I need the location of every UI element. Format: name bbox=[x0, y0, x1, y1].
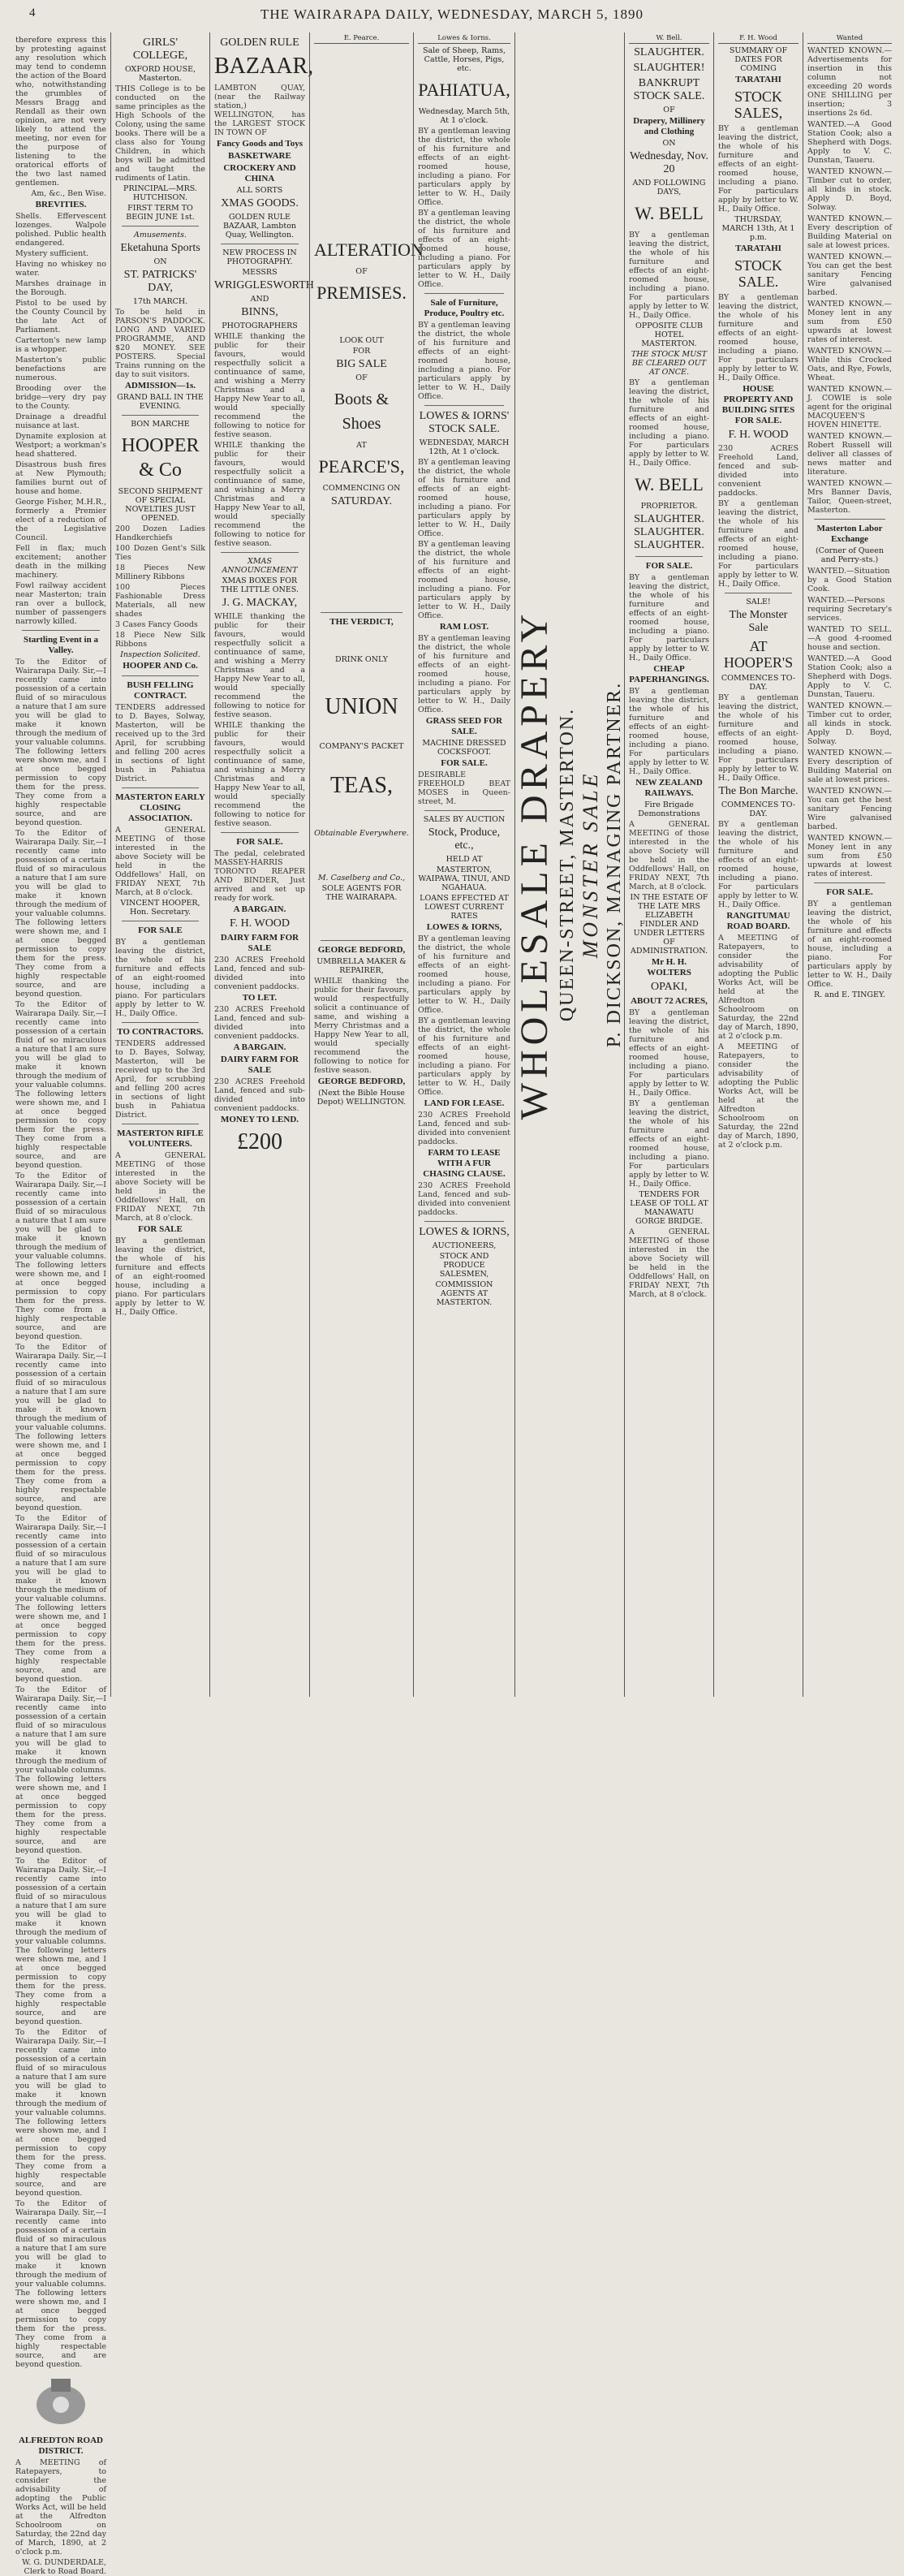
taratahi2: TARATAHI bbox=[735, 244, 781, 253]
monster-sale: MONSTER SALE bbox=[579, 770, 602, 959]
photo-title: NEW PROCESS IN PHOTOGRAPHY. bbox=[222, 248, 297, 266]
wholesale-ad bbox=[514, 610, 626, 1120]
messrs: MESSRS bbox=[242, 268, 278, 277]
road-text: A MEETING of Ratepayers, to consider the advisability of adopting the Public Works Act, will be held at the Alfredton Schoolroom on Saturday, the 22nd day of March, 1890, at 2 o'clock p.m. bbox=[718, 1042, 799, 1150]
photo-text: WHILE thanking the public for their favours, would respectfully solicit a continuance of same, and wishing a Merry Christmas and a Happy New Year to all, would specially recommend the following to notice for festive season. bbox=[214, 332, 305, 439]
slaughter: SLAUGHTER! bbox=[633, 62, 705, 74]
sports-text: To be held in PARSON'S PADDOCK. LONG AND VARIED PROGRAMME, AND $20 MONEY. SEE POSTERS. Special Trains running on the day to suit visitors. bbox=[115, 308, 205, 379]
pahiatua-date: Wednesday, March 5th, At 1 o'clock. bbox=[418, 107, 510, 125]
monster-text: BY a gentleman leaving the district, the whole of his furniture and effects of an eight-roomed house, including a piano. For particulars apply by letter to W. H., Daily Office. bbox=[718, 693, 799, 783]
tenders: TENDERS FOR LEASE OF TOLL AT MANAWATU GORGE BRIDGE. bbox=[630, 1190, 708, 1226]
sales-by: SALES BY AUCTION bbox=[423, 815, 506, 824]
auctioneers: LOWES & IORNS, bbox=[419, 1226, 510, 1238]
fh-wood: F. H. WOOD bbox=[229, 917, 291, 930]
for-sale-text: BY a gentleman leaving the district, the whole of his furniture and effects of an eight-roomed house, including a piano. For particulars apply by letter to W. H., Daily Office. bbox=[807, 900, 892, 989]
brevity-item: Disastrous bush fires at New Plymouth; families burnt out of house and home. bbox=[15, 460, 106, 496]
mackay-text: WHILE thanking the public for their favours, would respectfully solicit a continuance of same, and wishing a Merry Christmas and a Happy New Year to all, would specially recommend the following to notice for festive season. bbox=[214, 612, 305, 719]
railways-text: A GENERAL MEETING of those interested in the above Society will be held in the Oddfellows' Hall, on FRIDAY NEXT, 7th March, at 8 o'clock. bbox=[629, 820, 709, 891]
look-out: LOOK OUT bbox=[339, 336, 384, 345]
wanted-item: WANTED KNOWN.—Every description of Building Material on sale at lowest prices. bbox=[807, 749, 892, 784]
railways: NEW ZEALAND RAILWAYS. bbox=[635, 778, 703, 798]
thursday: THURSDAY, MARCH 13th, At 1 p.m. bbox=[721, 215, 795, 242]
sale-label: SALE! bbox=[746, 598, 771, 606]
at: AT bbox=[356, 441, 367, 450]
alteration: ALTERATION bbox=[314, 239, 424, 260]
date: Wednesday, Nov. 20 bbox=[630, 150, 708, 175]
bazaar-sign: GOLDEN RULE BAZAAR, Lambton Quay, Wellington. bbox=[222, 213, 297, 239]
dickson: P. DICKSON, MANAGING PARTNER. bbox=[604, 681, 625, 1048]
divider bbox=[122, 1022, 199, 1023]
divider bbox=[22, 630, 100, 631]
stock-text: BY a gentleman leaving the district, the whole of his furniture and effects of an eight-roomed house, including a piano. For particulars apply by letter to W. H., Daily Office. bbox=[418, 540, 510, 620]
mackay-sub: XMAS BOXES FOR THE LITTLE ONES. bbox=[221, 576, 299, 594]
sole-agents: SOLE AGENTS FOR THE WAIRARAPA. bbox=[321, 884, 402, 902]
land-lease: LAND FOR LEASE. bbox=[424, 1098, 505, 1108]
sports-title: Eketahuna Sports bbox=[120, 242, 200, 254]
column-header: Wanted bbox=[807, 34, 892, 44]
for-sale-heading: FOR SALE. bbox=[236, 837, 283, 847]
basketware: BASKETWARE bbox=[228, 151, 291, 161]
auc-sub: AUCTIONEERS, bbox=[432, 1241, 497, 1250]
columns bbox=[11, 32, 896, 2576]
for-sale-text: BY a gentleman leaving the district, the whole of his furniture and effects of an eight-roomed house, including a piano. For particulars apply by letter to W. H., Daily Office. bbox=[629, 573, 709, 662]
divider bbox=[814, 519, 885, 520]
for: FOR bbox=[352, 347, 371, 356]
labour-exchange: Masterton Labor Exchange bbox=[816, 524, 883, 544]
drapery: Drapery, Millinery and Clothing bbox=[633, 116, 705, 136]
to-let: TO LET. bbox=[242, 993, 278, 1003]
brevities-heading: BREVITIES. bbox=[35, 200, 87, 209]
photo-text: WHILE thanking the public for their favours, would respectfully solicit a continuance of same, and wishing a Merry Christmas and a Happy New Year to all, would specially recommend the following to notice for festive season. bbox=[214, 441, 305, 548]
pearces: PEARCE'S, bbox=[318, 456, 405, 477]
wrigglesworth: WRIGGLESWORTH bbox=[214, 279, 314, 291]
house: HOUSE PROPERTY AND BUILDING SITES FOR SALE. bbox=[721, 384, 795, 425]
letter-body: To the Editor of Wairarapa Daily. Sir,—I recently came into possession of a certain fluid of so miraculous a nature that I am sure you will be glad to make it known through the medium of your valuable columns. The following letters were shown me, and I at once begged permission to copy them for the press. They come from a highly respectable source, and are beyond question. bbox=[15, 2199, 106, 2369]
column-8 bbox=[713, 32, 803, 1697]
summary: SUMMARY OF DATES FOR COMING bbox=[729, 46, 788, 73]
column-6 bbox=[514, 32, 624, 1697]
bargain-heading: A BARGAIN. bbox=[233, 904, 286, 914]
premises: PREMISES. bbox=[316, 283, 407, 303]
crest-illustration bbox=[28, 2374, 93, 2431]
money-heading: MONEY TO LEND. bbox=[220, 1115, 299, 1124]
wanted-item: WANTED KNOWN.—J. COWIE is sole agent for the original MACQUEEN'S HOVEN HINETTE. bbox=[807, 385, 892, 429]
farm-text: 230 ACRES Freehold Land, fenced and sub-divided into convenient paddocks. bbox=[418, 1181, 510, 1217]
closing-sign: VINCENT HOOPER, Hon. Secretary. bbox=[120, 899, 200, 917]
sale-text: BY a gentleman leaving the district, the whole of his furniture and effects of an eight-roomed house, including a piano. For particulars apply by letter to W. H., Daily Office. bbox=[418, 209, 510, 289]
brevity-item: George Fisher, M.H.R., formerly a Premier elect of a reduction of the Legislative Council. bbox=[15, 498, 106, 542]
college-text: THIS College is to be conducted on the same principles as the High Schools of the Colony, using the same books. There will be a class also for Young Children, in which boys will be admitted and taught the rudiments of Latin. bbox=[115, 84, 206, 183]
li-text: BY a gentleman leaving the district, the whole of his furniture and effects of an eight-roomed house, including a piano. For particulars apply by letter to W. H., Daily Office. bbox=[418, 934, 510, 1015]
divider bbox=[321, 940, 402, 941]
divider bbox=[122, 415, 199, 416]
bell-text: BY a gentleman leaving the district, the whole of his furniture and effects of an eight-roomed house, including a piano. For particulars apply by letter to W. H., Daily Office. bbox=[629, 231, 709, 320]
sports-date: 17th MARCH. bbox=[132, 297, 188, 306]
letter-body: To the Editor of Wairarapa Daily. Sir,—I recently came into possession of a certain fluid of so miraculous a nature that I am sure you will be glad to make it known through the medium of your valuable columns. The following letters were shown me, and I at once begged permission to copy them for the press. They come from a highly respectable source, and are beyond question. bbox=[15, 658, 106, 827]
boots-shoes: Boots & Shoes bbox=[334, 390, 390, 433]
divider bbox=[122, 226, 199, 227]
dairy-text: 230 ACRES Freehold Land, fenced and sub-divided into convenient paddocks. bbox=[214, 1077, 305, 1113]
column-header: W. Bell. bbox=[629, 34, 709, 44]
saturday: SATURDAY. bbox=[330, 495, 393, 507]
column-5 bbox=[413, 32, 514, 1697]
bush-text: TENDERS addressed to D. Bayes, Solway, Masterton, will be received up to the 3rd April, for scrubbing and felling 200 acres in sections of light bush in Pahiatua District. bbox=[115, 703, 205, 783]
column-header: F. H. Wood bbox=[718, 34, 799, 44]
newspaper-title: THE WAIRARAPA DAILY, WEDNESDAY, MARCH 5, 1890 bbox=[260, 6, 644, 22]
ram-lost: RAM LOST. bbox=[439, 622, 489, 632]
obtainable: Obtainable Everywhere. bbox=[314, 829, 409, 838]
inspection: Inspection Solicited. bbox=[120, 650, 200, 659]
wanted-item: WANTED KNOWN.—Every description of Building Material on sale at lowest prices. bbox=[807, 214, 892, 250]
bedford-text: WHILE thanking the public for their favours, would respectfully solicit a continuance of same, and wishing a Merry Christmas and a Happy New Year to all, would specially recommend the following to notice for festive season. bbox=[314, 977, 409, 1075]
rangitumau: RANGITUMAU ROAD BOARD. bbox=[726, 911, 790, 931]
loans: LOANS EFFECTED AT LOWEST CURRENT RATES bbox=[420, 894, 509, 921]
brevity-item: Mystery sufficient. bbox=[15, 249, 89, 258]
hooper-item: 100 Dozen Gent's Silk Ties bbox=[115, 544, 205, 562]
letter-text: therefore express this by protesting against any resolution which may tend to condemn the action of the Board who, notwithstanding the grumbles of Messrs Bragg and Rendall as their own opinion, are not very likely to attend the meeting, nor even for the purpose of listening to the oratorical efforts of the two last named gentlemen. bbox=[15, 36, 106, 188]
stock-sale: LOWES & IORNS' STOCK SALE. bbox=[419, 410, 510, 435]
brevity-item: Fell in flax; much excitement; another death in the milking machinery. bbox=[15, 544, 106, 580]
stock-text: BY a gentleman leaving the district, the whole of his furniture and effects of an eight-roomed house, including a piano. For particulars apply by letter to W. H., Daily Office. bbox=[418, 458, 510, 538]
fire: Fire Brigade Demonstrations bbox=[638, 800, 700, 818]
wanted-item: WANTED.—A Good Station Cook; also a Shepherd with Dogs. Apply to V. C. Dunstan, Taueru. bbox=[807, 654, 892, 699]
column-9 bbox=[803, 32, 896, 1697]
sale-title: Sale of Sheep, Rams, Cattle, Horses, Pigs, etc. bbox=[422, 46, 506, 73]
drink-only: DRINK ONLY bbox=[334, 655, 389, 664]
slaughter3: SLAUGHTER. SLAUGHTER. SLAUGHTER. bbox=[634, 513, 704, 551]
following: AND FOLLOWING DAYS, bbox=[632, 179, 706, 196]
proprietor: PROPRIETOR. bbox=[640, 502, 698, 511]
divider bbox=[424, 810, 504, 811]
masthead bbox=[0, 0, 904, 29]
taratahi: TARATAHI bbox=[735, 75, 781, 84]
stock-produce2: STOCK AND PRODUCE SALESMEN, bbox=[439, 1252, 489, 1279]
college-sub: OXFORD HOUSE, Masterton. bbox=[124, 65, 196, 83]
column-2 bbox=[110, 32, 209, 1697]
amusements-heading: Amusements. bbox=[134, 231, 187, 239]
bedford2: GEORGE BEDFORD, bbox=[317, 1077, 406, 1086]
big-sale: BIG SALE bbox=[336, 358, 387, 370]
bedford-sub: UMBRELLA MAKER & REPAIRER, bbox=[316, 957, 407, 975]
paper-text: BY a gentleman leaving the district, the whole of his furniture and effects of an eight-roomed house, including a piano. For particulars apply by letter to W. H., Daily Office. bbox=[629, 687, 709, 776]
notice-sign: W. G. DUNDERDALE, Clerk to Road Board. bbox=[22, 2558, 106, 2576]
to-let-text: 230 ACRES Freehold Land, fenced and sub-divided into convenient paddocks. bbox=[214, 1005, 305, 1041]
wanted-item: WANTED KNOWN.—Robert Russell will deliver all classes of news matter and literature. bbox=[807, 432, 892, 477]
for-sale-heading: FOR SALE bbox=[138, 1224, 183, 1234]
divider bbox=[424, 405, 504, 406]
dairy-text: 230 ACRES Freehold Land, fenced and sub-divided into convenient paddocks. bbox=[214, 956, 305, 991]
house-text: BY a gentleman leaving the district, the whole of his furniture and effects of an eight-roomed house, including a piano. For particulars apply by letter to W. H., Daily Office. bbox=[718, 499, 799, 589]
land-text: 230 ACRES Freehold Land, fenced and sub-divided into convenient paddocks. bbox=[418, 1111, 510, 1146]
hooper-item: 18 Piece New Silk Ribbons bbox=[115, 631, 205, 649]
pahiatua: PAHIATUA, bbox=[418, 80, 510, 100]
principal: PRINCIPAL—MRS. HUTCHISON. bbox=[123, 184, 197, 202]
for-sale: FOR SALE. bbox=[645, 561, 693, 571]
letter-sign: Am, &c., Ben Wise. bbox=[31, 189, 106, 198]
queen-street: QUEEN-STREET, MASTERTON. bbox=[557, 707, 578, 1022]
divider bbox=[122, 787, 199, 788]
hooper-item: 200 Dozen Ladies Handkerchiefs bbox=[115, 524, 205, 542]
road-text: A MEETING of Ratepayers, to consider the advisability of adopting the Public Works Act, will be held at the Alfredton Schoolroom on Saturday, the 22nd day of March, 1890, at 2 o'clock p.m. bbox=[718, 934, 799, 1041]
grass-seed: GRASS SEED FOR SALE. bbox=[425, 716, 503, 736]
commission: COMMISSION AGENTS AT MASTERTON. bbox=[435, 1280, 493, 1307]
column-header: Lowes & Iorns. bbox=[418, 34, 510, 44]
divider bbox=[635, 556, 703, 557]
furniture-text: BY a gentleman leaving the district, the whole of his furniture and effects of an eight-roomed house, including a piano. For particulars apply by letter to W. H., Daily Office. bbox=[418, 321, 510, 401]
brevity-item: Dynamite explosion at Westport; a workman's head shattered. bbox=[15, 432, 106, 459]
sale-text: BY a gentleman leaving the district, the whole of his furniture and effects of an eight-roomed house, including a piano. For particulars apply by letter to W. H., Daily Office. bbox=[718, 293, 799, 382]
money-amount: £200 bbox=[237, 1129, 282, 1154]
held-at: HELD AT bbox=[446, 855, 483, 864]
hooper-title: HOOPER & Co bbox=[121, 435, 200, 481]
stock-produce: Stock, Produce, etc., bbox=[428, 826, 501, 852]
contractors-text: TENDERS addressed to D. Bayes, Solway, Masterton, will be received up to the 3rd April, for scrubbing and felling 200 acres in sections of light bush in Pahiatua District. bbox=[115, 1039, 205, 1120]
packet: COMPANY'S PACKET bbox=[319, 742, 404, 751]
tenders-text: A GENERAL MEETING of those interested in the above Society will be held in the Oddfellows' Hall, on FRIDAY NEXT, 7th March, at 8 o'clock. bbox=[629, 1228, 709, 1299]
column-4 bbox=[309, 32, 424, 1697]
divider bbox=[814, 882, 885, 883]
letter-body: To the Editor of Wairarapa Daily. Sir,—I recently came into possession of a certain fluid of so miraculous a nature that I am sure you will be glad to make it known through the medium of your valuable columns. The following letters were shown me, and I at once begged permission to copy them for the press. They come from a highly respectable source, and are beyond question. bbox=[15, 1343, 106, 1512]
wanted-item: WANTED.—A Good Station Cook; also a Shepherd with Dogs. Apply to V. C. Dunstan, Taueru. bbox=[807, 120, 892, 165]
brevity-item: Carterton's new lamp is a whopper. bbox=[15, 336, 106, 354]
letter-body: To the Editor of Wairarapa Daily. Sir,—I recently came into possession of a certain fluid of so miraculous a nature that I am sure you will be glad to make it known through the medium of your valuable columns. The following letters were shown me, and I at once begged permission to copy them for the press. They come from a highly respectable source, and are beyond question. bbox=[15, 2028, 106, 2198]
for-sale-text: BY a gentleman leaving the district, the whole of his furniture and effects of an eight-roomed house, including a piano. For particulars apply by letter to W. H., Daily Office. bbox=[115, 1236, 205, 1317]
xmas-goods: XMAS GOODS. bbox=[221, 197, 299, 209]
mackay-name: J. G. MACKAY, bbox=[222, 597, 298, 609]
bazaar-address: LAMBTON QUAY, (near the Railway station,) WELLINGTON, has the LARGEST STOCK IN TOWN OF bbox=[214, 84, 305, 137]
mackay-text: WHILE thanking the public for their favours, would respectfully solicit a continuance of same, and wishing a Merry Christmas and a Happy New Year to all, would specially recommend the following to notice for festive season. bbox=[214, 721, 305, 828]
column-1 bbox=[11, 32, 110, 2576]
column-header: E. Pearce. bbox=[314, 34, 409, 44]
sports-on: ON bbox=[153, 257, 167, 266]
binns: BINNS, bbox=[241, 306, 278, 318]
bazaar-title: BAZAAR, bbox=[214, 54, 314, 79]
opposite: OPPOSITE CLUB HOTEL MASTERTON. bbox=[635, 321, 703, 348]
hooper-item: 3 Cases Fancy Goods bbox=[115, 620, 198, 629]
verdict: THE VERDICT, bbox=[329, 617, 394, 627]
summary-text: BY a gentleman leaving the district, the whole of his furniture and effects of an eight-roomed house, including a piano. For particulars apply by letter to W. H., Daily Office. bbox=[718, 124, 799, 214]
house-text: 230 ACRES Freehold Land, fenced and sub-divided into convenient paddocks. bbox=[718, 444, 799, 498]
bon-marche: BON MARCHE bbox=[131, 420, 190, 429]
divider bbox=[122, 675, 199, 676]
wanted-item: WANTED KNOWN.—Timber cut to order, all kinds in stock. Apply D. Boyd, Solway. bbox=[807, 701, 892, 746]
for-sale-text: DESIRABLE FREEHOLD BEAT MOSES in Queen-street, M. bbox=[418, 770, 510, 806]
wolters: Mr H. H. WOLTERS bbox=[647, 957, 691, 977]
bon-text: BY a gentleman leaving the district, the whole of his furniture and effects of an eight-roomed house, including a piano. For particulars apply by letter to W. H., Daily Office. bbox=[718, 820, 799, 909]
ball: GRAND BALL IN THE EVENING. bbox=[117, 393, 204, 411]
wholesale-drapery: WHOLESALE DRAPERY bbox=[513, 609, 556, 1120]
divider bbox=[321, 612, 402, 613]
closing-text: A GENERAL MEETING of those interested in the above Society will be held in the Oddfellows' Hall, on FRIDAY NEXT, 7th March, at 8 o'clock. bbox=[115, 826, 205, 897]
sports-day: ST. PATRICKS' DAY, bbox=[123, 269, 197, 294]
letter-heading: Startling Event in a Valley. bbox=[24, 635, 98, 655]
wanted-item: WANTED KNOWN.—While this Crocked Oats, and Rye, Fowls, Wheat. bbox=[807, 347, 892, 382]
rifles-text: A GENERAL MEETING of those interested in the above Society will be held in the Oddfellows' Hall, on FRIDAY NEXT, 7th March, at 8 o'clock. bbox=[115, 1151, 205, 1223]
term-open: FIRST TERM TO BEGIN JUNE 1st. bbox=[126, 204, 195, 222]
at-hoopers: AT HOOPER'S bbox=[723, 638, 794, 671]
brevity-item: Drainage a dreadful nuisance at last. bbox=[15, 412, 106, 430]
wanted-item: WANTED KNOWN.—Mrs Banner Davis, Tailor, Queen-street, Masterton. bbox=[807, 479, 892, 515]
acres: ABOUT 72 ACRES, bbox=[631, 996, 708, 1006]
lowes-iorns: LOWES & IORNS, bbox=[426, 922, 502, 932]
rifles-heading: MASTERTON RIFLE VOLUNTEERS. bbox=[117, 1128, 204, 1149]
hooper-sign: HOOPER AND Co. bbox=[123, 661, 198, 671]
wanted-item: WANTED TO SELL.—A good 4-roomed house and section. bbox=[807, 625, 892, 652]
brevity-item: Having no whiskey no water. bbox=[15, 260, 106, 278]
estate-text: BY a gentleman leaving the district, the whole of his furniture and effects of an eight-roomed house, including a piano. For particulars apply by letter to W. H., Daily Office. bbox=[629, 1008, 709, 1098]
divider bbox=[424, 293, 504, 294]
divider bbox=[221, 832, 299, 833]
brevity-item: Marshes drainage in the Borough. bbox=[15, 279, 106, 297]
letter-body: To the Editor of Wairarapa Daily. Sir,—I recently came into possession of a certain fluid of so miraculous a nature that I am sure you will be glad to make it known through the medium of your valuable columns. The following letters were shown me, and I at once begged permission to copy them for the press. They come from a highly respectable source, and are beyond question. bbox=[15, 1685, 106, 1855]
furniture-heading: Sale of Furniture, Produce, Poultry etc. bbox=[424, 298, 505, 318]
hooper-line: SECOND SHIPMENT OF SPECIAL NOVELTIES JUST OPENED. bbox=[118, 487, 203, 523]
opaki: OPAKI, bbox=[651, 981, 687, 993]
of: OF bbox=[355, 267, 368, 276]
on: ON bbox=[662, 139, 676, 148]
bon-marche: The Bon Marche. bbox=[718, 785, 799, 797]
stock-must: THE STOCK MUST BE CLEARED OUT AT ONCE. bbox=[631, 350, 708, 377]
page-number: 4 bbox=[29, 6, 37, 19]
brevity-item: Brooding over the bridge—very dry pay to the County. bbox=[15, 384, 106, 411]
estate: IN THE ESTATE OF THE LATE MRS ELIZABETH FINDLER AND UNDER LETTERS OF ADMINISTRATION. bbox=[630, 893, 708, 956]
for-sale-text: BY a gentleman leaving the district, the whole of his furniture and effects of an eight-roomed house, including a piano. For particulars apply by letter to W. H., Daily Office. bbox=[115, 938, 205, 1018]
hooper-item: 18 Pieces New Millinery Ribbons bbox=[115, 563, 205, 581]
commences: COMMENCES TO-DAY. bbox=[721, 674, 796, 692]
dairy-heading: DAIRY FARM FOR SALE bbox=[220, 1055, 299, 1075]
ram-text: BY a gentleman leaving the district, the whole of his furniture and effects of an eight-roomed house, including a piano. For particulars apply by letter to W. H., Daily Office. bbox=[418, 634, 510, 714]
hooper-item: 100 Pieces Fashionable Dress Materials, all new shades bbox=[115, 583, 205, 619]
contractors-heading: TO CONTRACTORS. bbox=[117, 1027, 204, 1037]
wanted-item: WANTED.—Situation by a Good Station Cook. bbox=[807, 567, 892, 593]
teas: TEAS, bbox=[330, 773, 393, 798]
letter-body: To the Editor of Wairarapa Daily. Sir,—I recently came into possession of a certain fluid of so miraculous a nature that I am sure you will be glad to make it known through the medium of your valuable columns. The following letters were shown me, and I at once begged permission to copy them for the press. They come from a highly respectable source, and are beyond question. bbox=[15, 1000, 106, 1170]
admission: ADMISSION—1s. bbox=[124, 381, 196, 390]
bell-text: BY a gentleman leaving the district, the whole of his furniture and effects of an eight-roomed house, including a piano. For particulars apply by letter to W. H., Daily Office. bbox=[629, 378, 709, 468]
fancy-goods: Fancy Goods and Toys bbox=[216, 139, 303, 149]
union: UNION bbox=[325, 694, 398, 719]
bush-title: BUSH FELLING CONTRACT. bbox=[127, 680, 194, 701]
notice-heading: ALFREDTON ROAD DISTRICT. bbox=[18, 2436, 103, 2456]
stock-sales: STOCK SALES, bbox=[734, 88, 783, 121]
mackay-title: XMAS ANNOUNCEMENT bbox=[222, 557, 298, 575]
all-sorts: ALL SORTS bbox=[236, 186, 283, 195]
bedford-addr: (Next the Bible House Depot) WELLINGTON. bbox=[316, 1089, 407, 1107]
wanted-item: WANTED KNOWN.—Timber cut to order, all kinds in stock. Apply D. Boyd, Solway. bbox=[807, 167, 892, 212]
golden-rule: GOLDEN RULE bbox=[220, 37, 299, 49]
letter-body: To the Editor of Wairarapa Daily. Sir,—I recently came into possession of a certain fluid of so miraculous a nature that I am sure you will be glad to make it known through the medium of your valuable columns. The following letters were shown me, and I at once begged permission to copy them for the press. They come from a highly respectable source, and are beyond question. bbox=[15, 829, 106, 999]
notice-text: A MEETING of Ratepayers, to consider the advisability of adopting the Public Works Act, will be held at the Alfredton Schoolroom on Saturday, the 22nd day of March, 1890, at 2 o'clock p.m. bbox=[15, 2458, 106, 2557]
wanted-item: WANTED KNOWN.—You can get the best sanitary Fencing Wire galvanised barbed. bbox=[807, 787, 892, 831]
divider bbox=[221, 552, 299, 553]
letter-body: To the Editor of Wairarapa Daily. Sir,—I recently came into possession of a certain fluid of so miraculous a nature that I am sure you will be glad to make it known through the medium of your valuable columns. The following letters were shown me, and I at once begged permission to copy them for the press. They come from a highly respectable source, and are beyond question. bbox=[15, 1514, 106, 1684]
slaughter: SLAUGHTER. bbox=[634, 46, 704, 58]
brevity-item: Fowl railway accident near Masterton; train ran over a bullock, number of passengers narrowly killed. bbox=[15, 581, 106, 626]
photographers: PHOTOGRAPHERS bbox=[222, 321, 298, 330]
stock-date: WEDNESDAY, MARCH 12th, At 1 o'clock. bbox=[419, 438, 510, 456]
tingey: R. and E. TINGEY. bbox=[813, 990, 886, 999]
for-sale: FOR SALE. bbox=[441, 758, 488, 768]
towns: MASTERTON, WAIPAWA, TINUI, AND NGAHAUA. bbox=[418, 865, 510, 892]
of: OF bbox=[663, 106, 675, 114]
for-sale-heading: FOR SALE bbox=[138, 926, 183, 935]
w-bell: W. BELL bbox=[635, 203, 704, 223]
brevity-item: Pistol to be used by the County Council by the late Act of Parliament. bbox=[15, 299, 106, 334]
labour-sub: (Corner of Queen and Perry-sts.) bbox=[815, 546, 885, 564]
crockery: CROCKERY AND CHINA bbox=[223, 163, 296, 183]
farm-lease: FARM TO LEASE WITH A FUR CHASING CLAUSE. bbox=[423, 1148, 506, 1179]
brevity-item: Shells. Effervescent lozenges. Walpole polished. Public health endangered. bbox=[15, 212, 106, 248]
bankrupt: BANKRUPT STOCK SALE. bbox=[633, 77, 705, 102]
wanted-item: WANTED KNOWN.—Money lent in any sum from £50 upwards at lowest rates of interest. bbox=[807, 834, 892, 878]
commencing: COMMENCING ON bbox=[322, 484, 401, 493]
monster-sale: The Monster Sale bbox=[729, 609, 788, 634]
for-sale: FOR SALE. bbox=[826, 887, 873, 897]
column-7 bbox=[624, 32, 713, 1697]
of2: OF bbox=[355, 373, 368, 382]
wanted-item: WANTED KNOWN.—Money lent in any sum from £50 upwards at lowest rates of interest. bbox=[807, 300, 892, 344]
fh-wood: F. H. WOOD bbox=[728, 429, 789, 441]
wanted-item: WANTED.—Persons requiring Secretary's services. bbox=[807, 596, 892, 623]
machine: MACHINE DRESSED COCKSFOOT. bbox=[422, 739, 506, 757]
agents: M. Caselberg and Co., bbox=[317, 874, 406, 882]
li-text: BY a gentleman leaving the district, the whole of his furniture and effects of an eight-roomed house, including a piano. For particulars apply by letter to W. H., Daily Office. bbox=[418, 1016, 510, 1097]
bargain-heading: A BARGAIN. bbox=[233, 1042, 286, 1052]
sale-text: BY a gentleman leaving the district, the whole of his furniture and effects of an eight-roomed house, including a piano. For particulars apply by letter to W. H., Daily Office. bbox=[418, 127, 510, 207]
w-bell2: W. BELL bbox=[635, 474, 704, 494]
wanted-item: WANTED KNOWN.—You can get the best sanitary Fencing Wire galvanised barbed. bbox=[807, 252, 892, 297]
dairy-heading: DAIRY FARM FOR SALE bbox=[220, 933, 299, 953]
letter-body: To the Editor of Wairarapa Daily. Sir,—I recently came into possession of a certain fluid of so miraculous a nature that I am sure you will be glad to make it known through the medium of your valuable columns. The following letters were shown me, and I at once begged permission to copy them for the press. They come from a highly respectable source, and are beyond question. bbox=[15, 1171, 106, 1341]
brevity-item: Masterton's public benefactions are numerous. bbox=[15, 356, 106, 382]
letter-body: To the Editor of Wairarapa Daily. Sir,—I recently came into possession of a certain fluid of so miraculous a nature that I am sure you will be glad to make it known through the medium of your valuable columns. The following letters were shown me, and I at once begged permission to copy them for the press. They come from a highly respectable source, and are beyond question. bbox=[15, 1857, 106, 2026]
paper: CHEAP PAPERHANGINGS. bbox=[629, 664, 709, 684]
closing-title: MASTERTON EARLY CLOSING ASSOCIATION. bbox=[115, 792, 205, 823]
stock-sale2: STOCK SALE. bbox=[734, 257, 782, 290]
bedford: GEORGE BEDFORD, bbox=[317, 945, 406, 955]
divider bbox=[424, 1221, 504, 1222]
column-3 bbox=[209, 32, 314, 1697]
and: AND bbox=[250, 295, 269, 304]
college-title: GIRLS' COLLEGE, bbox=[132, 37, 188, 62]
wanted-item: WANTED KNOWN.—Advertisements for insertion in this column not exceeding 20 words ONE SHILLING per insertion; 3 insertions 2s 6d. bbox=[807, 46, 892, 118]
estate-text: BY a gentleman leaving the district, the whole of his furniture and effects of an eight-roomed house, including a piano. For particulars apply by letter to W. H., Daily Office. bbox=[629, 1099, 709, 1189]
for-sale-text: The pedal, celebrated MASSEY-HARRIS TORONTO REAPER AND BINDER, Just arrived and set up ready for work. bbox=[214, 849, 305, 903]
commences2: COMMENCES TO-DAY. bbox=[721, 800, 796, 818]
